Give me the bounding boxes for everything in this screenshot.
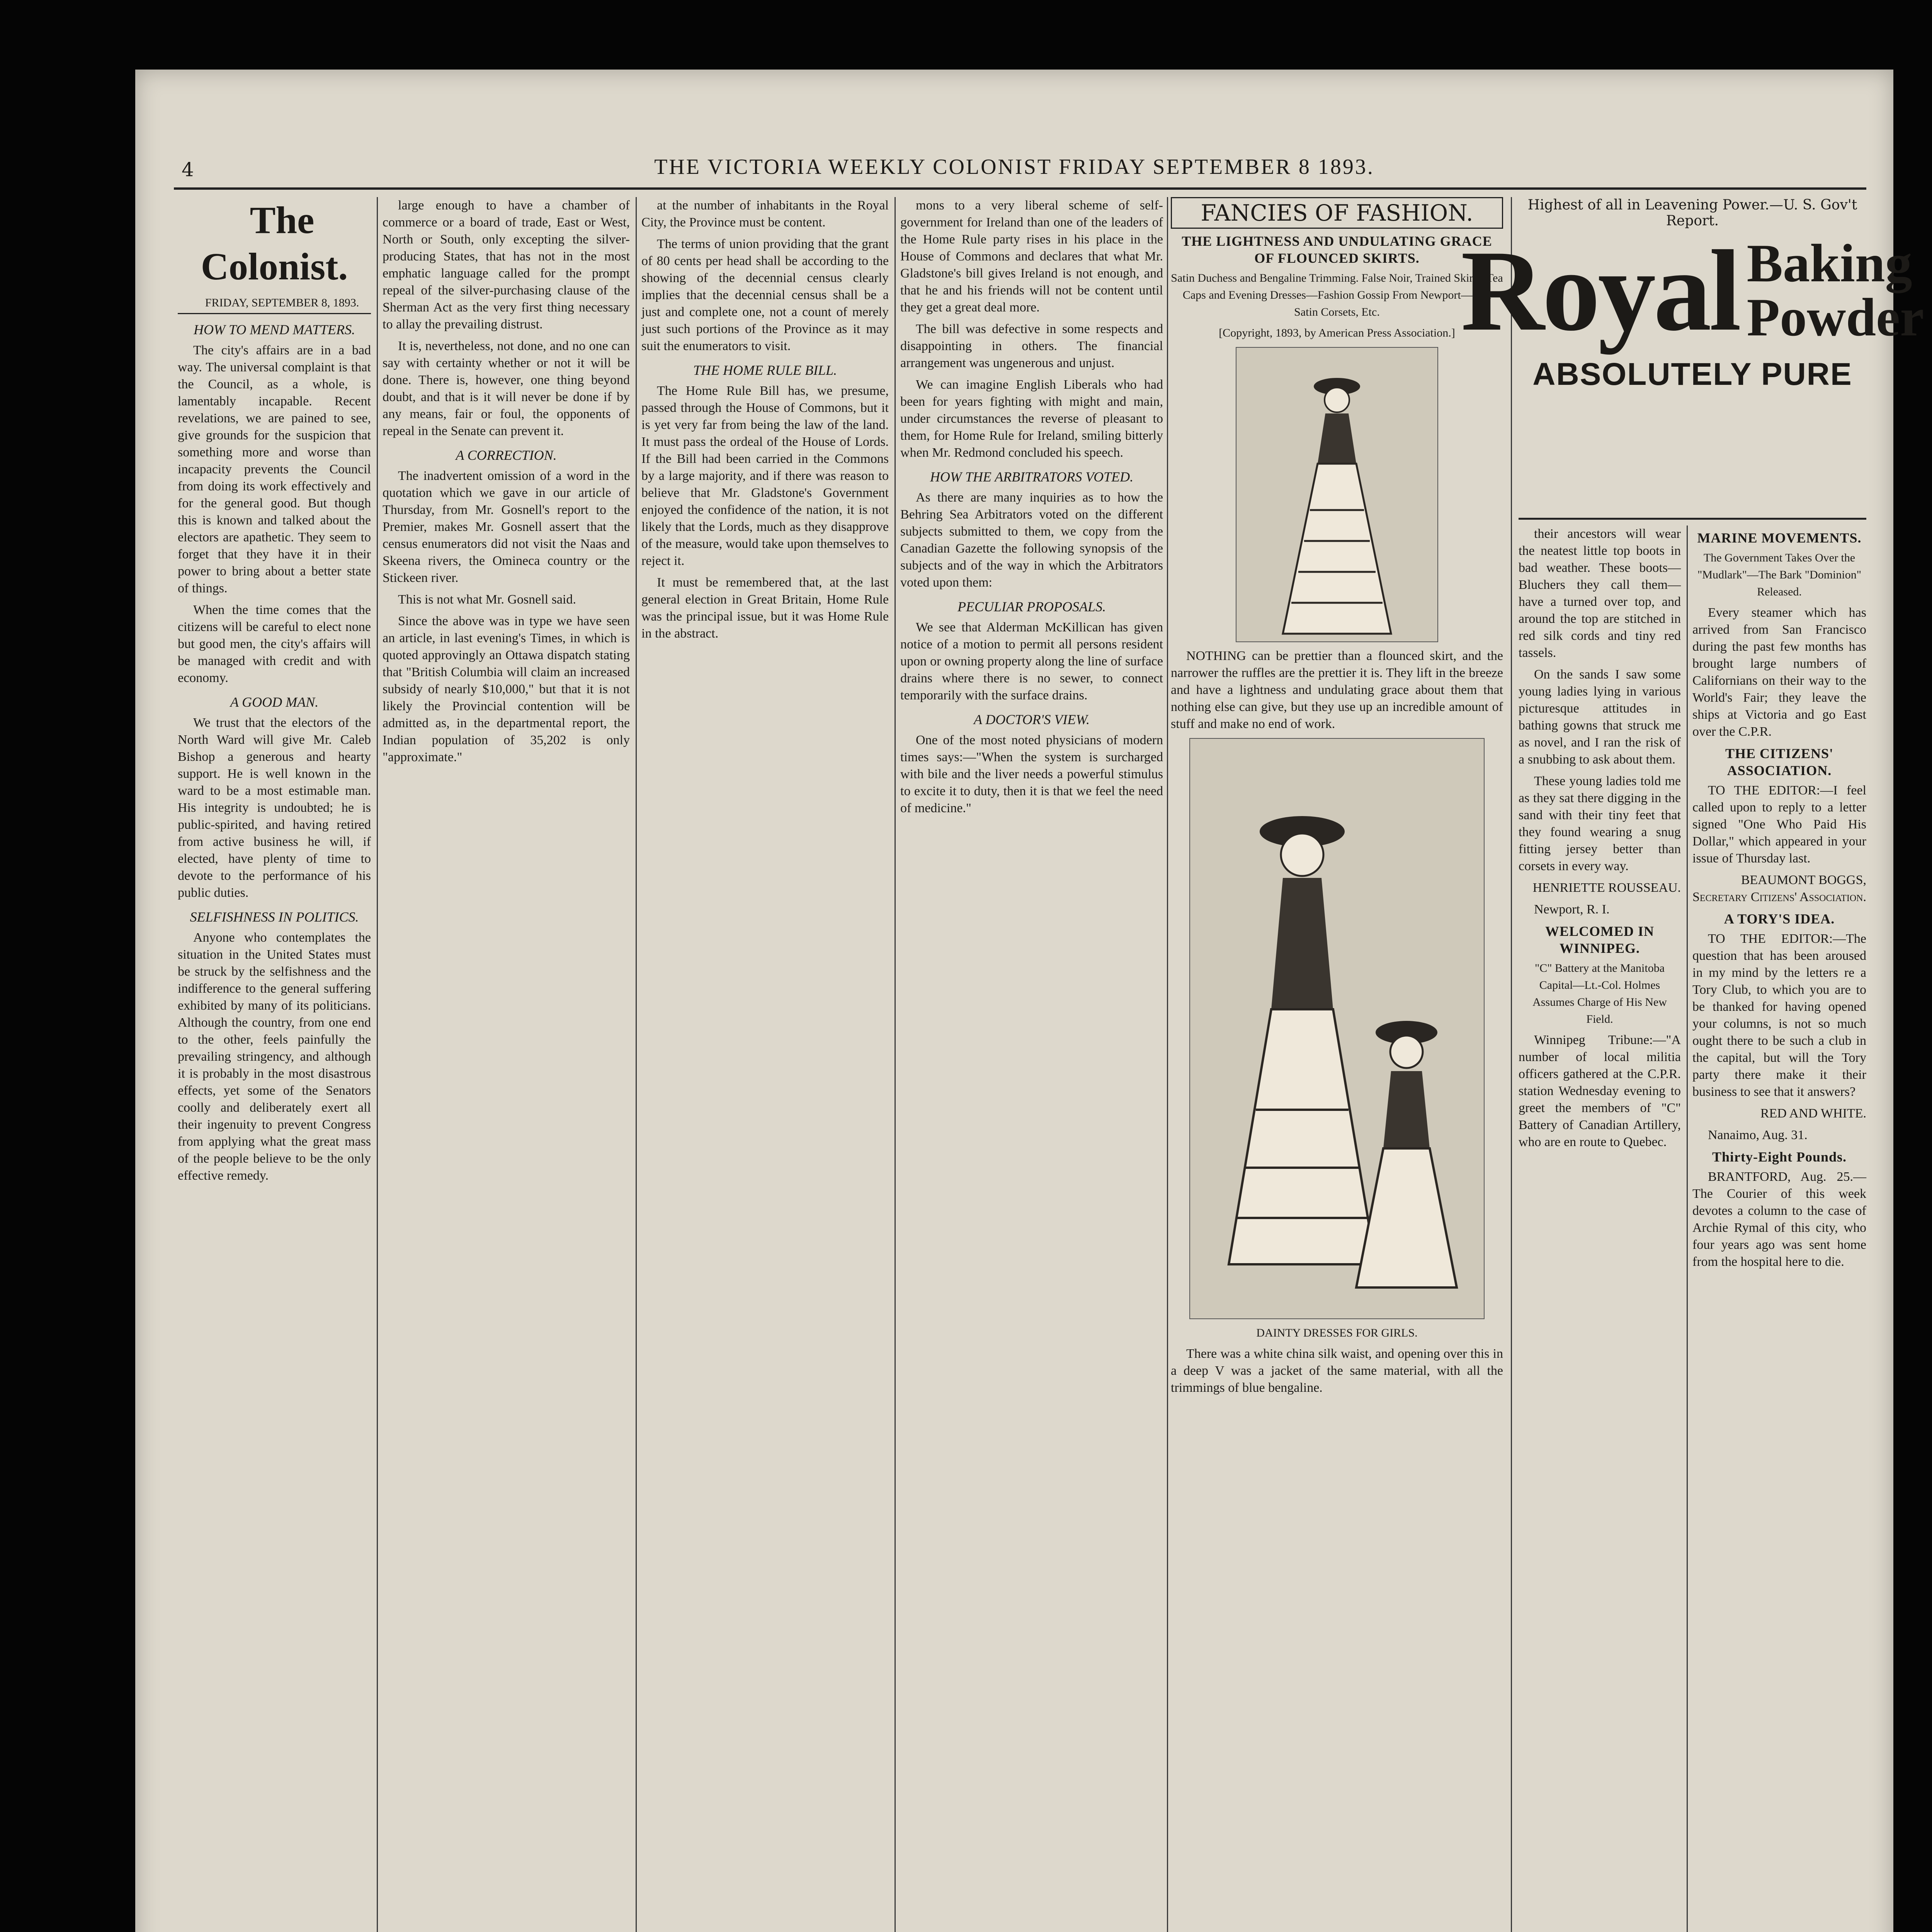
column-6 [1519, 526, 1681, 1932]
column-rule [1687, 526, 1688, 1932]
headline-marine: MARINE MOVEMENTS. [1697, 530, 1862, 546]
masthead-rule [174, 187, 1866, 190]
headline-selfishness: SELFISHNESS IN POLITICS. [190, 909, 359, 925]
paragraph: Anyone who contemplates the situation in the United States must be struck by the selfishness and the indifference to the general suffering exhibited by many of its politicians. Although the country, from one end to the other, feels painfully the prevailing stringency, and although it is probably in the most disastrous effects, yet some of the Senators coolly and deliberately exert all their ingenuity to prevent Congress from applying what the great mass of the people believe to be the only effective remedy. [178, 930, 371, 1183]
paragraph: It must be remembered that, at the last general election in Great Britain, Home Rule was the principal issue, but it was Home Rule in the abstract. [641, 575, 889, 641]
paper-title: The Colonist. [201, 199, 348, 288]
masthead: THE VICTORIA WEEKLY COLONIST FRIDAY SEPTEMBER 8 1893. [654, 155, 1374, 179]
paragraph: their ancestors will wear the neatest little top boots in bad weather. These boots—Bluchers they call them—have a turned over top, and around the top are stitched in red silk cords and tiny red tassels. [1519, 527, 1681, 660]
fashion-body [1171, 233, 1503, 1396]
column-1 [178, 197, 371, 1932]
paragraph: We trust that the electors of the North Ward will give Mr. Caleb Bishop a generous and hearty support. He is well known in the ward to be a most estimable man. His integrity is undoubted; he is public-spirited, and having retired from active business he will, if elected, have plenty of time to devote to the performance of his public duties. [178, 716, 371, 900]
fashion-deck: Satin Duchess and Bengaline Trimming. False Noir, Trained Skirts, Tea Caps and Evening Dresses—Fashion Gossip From Newport—Red Satin Corsets, Etc. [1171, 272, 1503, 318]
ad-report-line: Highest of all in Leavening Power.—U. S. Gov't Report. [1527, 197, 1857, 229]
paragraph: Since the above was in type we have seen an article, in last evening's Times, in which is quoted approvingly an Ottawa dispatch stating that "British Columbia will claim an increased subsidy of nearly $10,000," but that it is not likely the Provincial contention will be admitted as, in the departmental report, the Indian population of 35,202 is only "approximate." [383, 614, 630, 764]
signature: BEAUMONT BOGGS, Secretary Citizens' Association. [1692, 873, 1866, 904]
paragraph: Winnipeg Tribune:—"A number of local militia officers gathered at the C.P.R. station Wednesday evening to greet the members of "C" Battery of Canadian Artillery, who are en route to Quebec. [1519, 1033, 1681, 1149]
column-rule [1167, 197, 1168, 1932]
column-rule [895, 197, 896, 1932]
column-4 [900, 197, 1163, 1932]
ad-product [1739, 233, 1924, 347]
ad-product-line-1: Baking [1747, 233, 1912, 293]
paragraph: at the number of inhabitants in the Royal City, the Province must be content. [641, 198, 889, 230]
dress-figure-icon [1267, 363, 1406, 641]
paragraph: We can imagine English Liberals who had been for years fighting with might and main, under circumstances the reverse of pleasant to them, for Home Rule for Ireland, smiling bitterly when Mr. Redmond concluded his speech. [900, 378, 1163, 460]
paragraph: It is, nevertheless, not done, and no one can say with certainty whether or not it will be done. There is, however, one thing beyond doubt, and that is it will never be done if by any means, fair or foul, the opponents of repeal in the Senate can prevent it. [383, 339, 630, 438]
headline-home-rule: THE HOME RULE BILL. [693, 362, 837, 378]
paragraph: TO THE EDITOR:—The question that has been aroused in my mind by the letters re a Tory Club, to which you are to be thanked for having opened your columns, is not so much ought there to be such a club in the capital, but will the Tory party there make it their business to see that it answers? [1692, 932, 1866, 1099]
royal-baking-powder-ad [1461, 197, 1924, 514]
paragraph: TO THE EDITOR:—I feel called upon to reply to a letter signed "One Who Paid His Dollar," which appeared in your issue of Thursday last. [1692, 783, 1866, 866]
headline-correction: A CORRECTION. [456, 447, 557, 463]
headline-citizens: THE CITIZENS' ASSOCIATION. [1725, 746, 1834, 778]
paragraph: As there are many inquiries as to how the Behring Sea Arbitrators voted on the different subjects submitted to them, we copy from the Canadian Gazette the following synopsis of the subjects and of the way in which the Arbitrators voted upon them: [900, 490, 1163, 590]
paragraph: We see that Alderman McKillican has given notice of a motion to permit all persons resident upon or owning property along the line of surface drains where there is no sewer, to connect temporarily with the surface drains. [900, 620, 1163, 702]
paragraph: These young ladies told me as they sat there digging in the sand with their tiny feet that they found wearing a snug fitting jersey better than corsets in every way. [1519, 774, 1681, 873]
paragraph: BRANTFORD, Aug. 25.—The Courier of this week devotes a column to the case of Archie Rymal of this city, who four years ago was sent home from the hospital here to die. [1692, 1170, 1866, 1269]
headline-good-man: A GOOD MAN. [230, 694, 319, 710]
lady-illustration [1236, 347, 1438, 642]
newspaper-page [135, 70, 1924, 1932]
paragraph: The terms of union providing that the grant of 80 cents per head shall be according to the showing of the decennial census clearly implies that the decennial census shall be a just and complete one, not a count of merely just such portions of the Province as it may suit the enumerators to visit. [641, 237, 889, 353]
paragraph: The city's affairs are in a bad way. The universal complaint is that the Council, as a whole, is lamentably incapable. Recent revelations, we are pained to see, give grounds for the suspicion that something more and worse than incapacity prevents the Council from doing its work effectively and for the general good. But though this is known and talked about the electors are apathetic. They seem to forget that they have it in their power to bring about a better state of things. [178, 343, 371, 595]
headline-tory-idea: A TORY'S IDEA. [1724, 911, 1835, 927]
paragraph: There was a white china silk waist, and opening over this in a deep V was a jacket of the same material, with all the trimmings of blue bengaline. [1171, 1347, 1503, 1395]
fashion-copyright: [Copyright, 1893, by American Press Association.] [1219, 327, 1455, 339]
headline-thirty-eight-pounds: Thirty-Eight Pounds. [1712, 1149, 1847, 1165]
paragraph: One of the most noted physicians of modern times says:—"When the system is surcharged with bile and the liver needs a powerful stimulus to excite it to duty, then it is that we feel the need of medicine." [900, 733, 1163, 815]
ad-product-line-2: Powder [1747, 287, 1924, 347]
column-rule [377, 197, 378, 1932]
dateline: FRIDAY, SEPTEMBER 8, 1893. [178, 294, 371, 314]
fashion-headline: FANCIES OF FASHION. [1171, 197, 1503, 229]
paragraph: large enough to have a chamber of commerce or a board of trade, East or West, North or South, only excepting the silver-producing States, that has not in the most emphatic language called for the prompt repeal of the silver-purchasing clause of the Sherman Act as the very first thing necessary to allay the prevailing distrust. [383, 198, 630, 332]
ad-brand-row [1461, 226, 1924, 355]
girls-dresses-icon [1202, 762, 1472, 1318]
fashion-article [1171, 197, 1503, 1932]
paragraph: The bill was defective in some respects and disappointing in others. The financial arrangement was ungenerous and unjust. [900, 322, 1163, 370]
column-rule [1511, 197, 1512, 1932]
paragraph: The inadvertent omission of a word in the quotation which we gave in our article of Thursday, from Mr. Gosnell's report to the Premier, makes Mr. Gosnell assert that the census enumerators did not visit the Naas and Skeena rivers, the Omineca country or the Stickeen river. [383, 469, 630, 585]
headline-how-to-mend: HOW TO MEND MATTERS. [193, 322, 355, 337]
paragraph: On the sands I saw some young ladies lying in various picturesque attitudes in bathing gowns that struck me as novel, and I ran the risk of a snubbing to ask about them. [1519, 667, 1681, 767]
place-line: Nanaimo, Aug. 31. [1708, 1128, 1808, 1142]
page-number: 4 [182, 158, 194, 181]
paragraph: The Home Rule Bill has, we presume, passed through the House of Commons, but it is yet very far from being the law of the land. It must pass the ordeal of the House of Lords. If the Bill had been carried in the Commons by a large majority, and if there was reason to believe that Mr. Gladstone's Government enjoyed the confidence of the nation, it is not likely that the Lords, much as they disapprove of the measure, would take upon themselves to reject it. [641, 384, 889, 568]
paragraph: This is not what Mr. Gosnell said. [398, 592, 576, 607]
fashion-subhead: THE LIGHTNESS AND UNDULATING GRACE OF FLOUNCED SKIRTS. [1182, 233, 1492, 266]
ad-tagline: ABSOLUTELY PURE [1532, 357, 1852, 392]
signature: RED AND WHITE. [1760, 1106, 1866, 1121]
subhead-marine: The Government Takes Over the "Mudlark"—The Bark "Dominion" Released. [1697, 551, 1861, 598]
subhead-winnipeg: "C" Battery at the Manitoba Capital—Lt.-Col. Holmes Assumes Charge of His New Field. [1532, 962, 1667, 1026]
illustration-caption: DAINTY DRESSES FOR GIRLS. [1256, 1327, 1418, 1339]
place-line: Newport, R. I. [1534, 902, 1610, 917]
ad-brand: Royal [1461, 226, 1739, 355]
girls-illustration [1189, 738, 1485, 1319]
paragraph: NOTHING can be prettier than a flounced skirt, and the narrower the ruffles are the prettier it is. They lift in the breeze and have a lightness and undulating grace about them that nothing else can give, but they use up an incredible amount of stuff and make no end of work. [1171, 649, 1503, 731]
paragraph: mons to a very liberal scheme of self-government for Ireland than one of the leaders of the Home Rule party rises in his place in the House of Commons and declares that what Mr. Gladstone's bill gives Ireland is not enough, and that he and his friends will not be content until they get a great deal more. [900, 198, 1163, 315]
column-rule [636, 197, 637, 1932]
paragraph: When the time comes that the citizens will be careful to elect none but good men, the city's affairs will be managed with credit and with economy. [178, 603, 371, 685]
byline: HENRIETTE ROUSSEAU. [1532, 881, 1681, 895]
column-3 [641, 197, 889, 1932]
headline-arbitrators: HOW THE ARBITRATORS VOTED. [930, 469, 1134, 485]
column-2 [383, 197, 630, 1932]
headline-winnipeg: WELCOMED IN WINNIPEG. [1545, 923, 1655, 956]
paragraph: Every steamer which has arrived from San Francisco during the past few months has brought large numbers of Californians on their way to the World's Fair; they leave the ships at Victoria and go East over the C.P.R. [1692, 605, 1866, 739]
headline-peculiar-proposals: PECULIAR PROPOSALS. [957, 599, 1106, 614]
column-7 [1692, 526, 1866, 1932]
headline-doctors-view: A DOCTOR'S VIEW. [973, 712, 1090, 727]
ad-rule [1519, 518, 1866, 520]
